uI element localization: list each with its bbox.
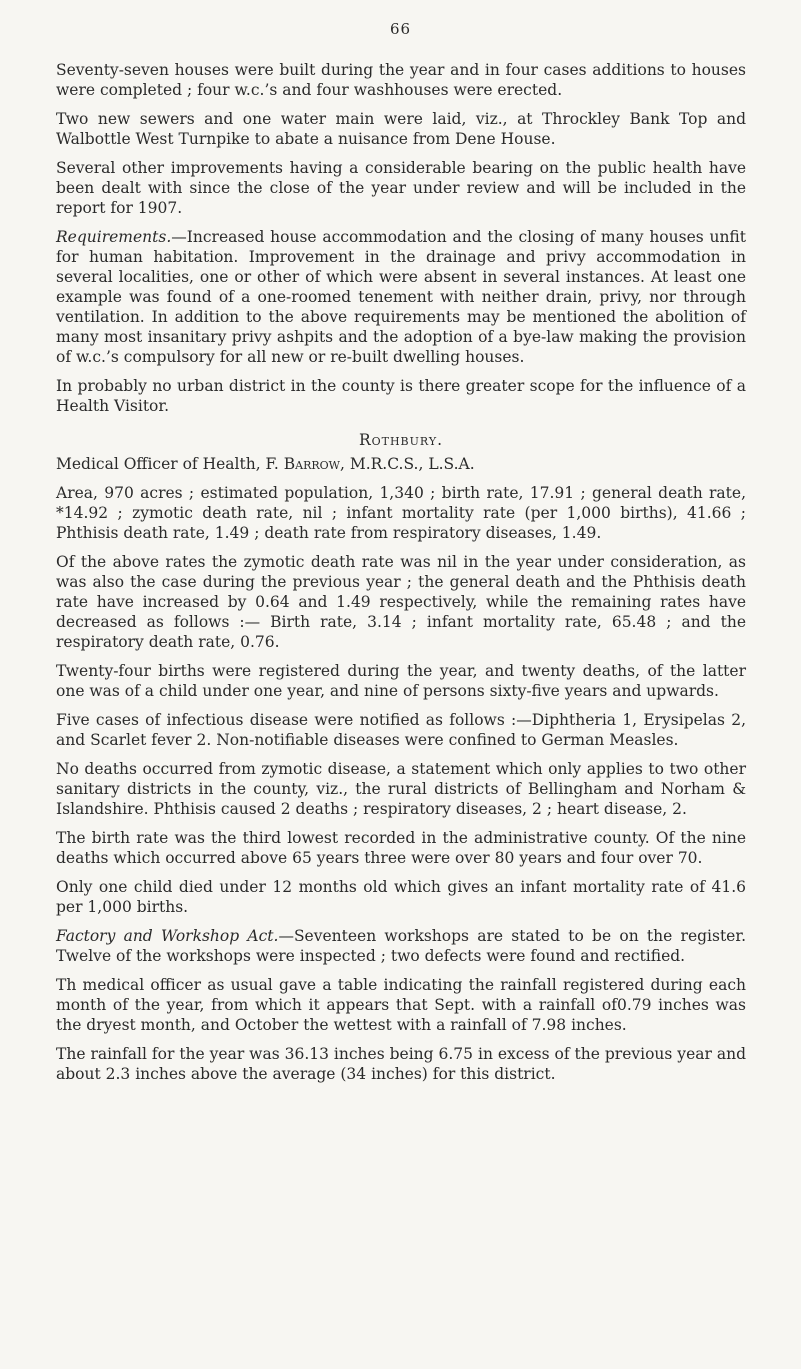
paragraph: Th medical officer as usual gave a table indicating the rainfall registered during each month of the year, from which it appears that Sept. with a rainfall of0.79 inches was the dryest month, and October the wettest with a rainfall of 7.98 inches. <box>56 976 746 1034</box>
requirements-text: —Increased house accommodation and the closing of many houses unfit for human habitation. Improvement in the drainage and privy accommodation in several localities, one or other of which were absent in several instances. At least one example was found of a one-roomed tenement with neither drain, privy, nor through ventilation. In addition to the above requirements may be mentioned the abolition of many most insanitary privy ashpits and the adoption of a bye-law making the provision of w.c.’s compulsory for all new or re-built dwelling houses. <box>56 228 746 366</box>
paragraph: Area, 970 acres ; estimated population, 1,340 ; birth rate, 17.91 ; general death rate, *14.92 ; zymotic death rate, nil ; infant mortality rate (per 1,000 births), 41.66 ; Phthisis death rate, 1.49 ; death rate from respiratory diseases, 1.49. <box>56 484 746 542</box>
factory-lead: Factory and Workshop Act. <box>56 927 279 945</box>
paragraph: No deaths occurred from zymotic disease, a statement which only applies to two other sanitary districts in the county, viz., the rural districts of Bellingham and Norham & Islandshire. Phthisis caused 2 deaths ; respiratory diseases, 2 ; heart disease, 2. <box>56 760 746 818</box>
factory-text: —Seventeen workshops are stated to be on the register. Twelve of the workshops were inspected ; two defects were found and rectified. <box>56 927 746 965</box>
section-title: Rothbury. <box>358 431 444 449</box>
paragraph: Twenty-four births were registered during the year, and twenty deaths, of the latter one was of a child under one year, and nine of persons sixty-five years and upwards. <box>56 662 746 700</box>
officer-suffix: , M.R.C.S., L.S.A. <box>339 455 475 473</box>
paragraph: Only one child died under 12 months old which gives an infant mortality rate of 41.6 per 1,000 births. <box>56 878 746 916</box>
page-number: 66 <box>389 20 412 38</box>
paragraph: The rainfall for the year was 36.13 inches being 6.75 in excess of the previous year and about 2.3 inches above the average (34 inches) for this district. <box>56 1045 746 1083</box>
paragraph: In probably no urban district in the county is there greater scope for the influence of a Health Visitor. <box>56 377 746 415</box>
paragraph: Five cases of infectious disease were notified as follows :—Diphtheria 1, Erysipelas 2, and Scarlet fever 2. Non-notifiable diseases were confined to German Measles. <box>56 711 746 749</box>
paragraph: Of the above rates the zymotic death rate was nil in the year under consideration, as was also the case during the previous year ; the general death and the Phthisis death rate have increased by 0.64 and 1.49 respectively, while the remaining rates have decreased as follows :— Birth rate, 3.14 ; infant mortality rate, 65.48 ; and the respiratory death rate, 0.76. <box>56 553 746 651</box>
paragraph: The birth rate was the third lowest recorded in the administrative county. Of the nine deaths which occurred above 65 years three were over 80 years and four over 70. <box>56 829 746 867</box>
requirements-lead: Requirements. <box>56 228 172 246</box>
factory-paragraph <box>56 926 746 966</box>
paragraph: Several other improvements having a considerable bearing on the public health have been dealt with since the close of the year under review and will be included in the report for 1907. <box>56 159 746 217</box>
paragraph: Seventy-seven houses were built during the year and in four cases additions to houses were completed ; four w.c.’s and four washhouses were erected. <box>56 61 746 99</box>
officer-prefix: Medical Officer of Health, F. <box>56 455 284 473</box>
officer-line <box>56 454 746 474</box>
officer-name: Barrow <box>283 455 340 473</box>
paragraph: Two new sewers and one water main were laid, viz., at Throckley Bank Top and Walbottle West Turnpike to abate a nuisance from Dene House. <box>56 110 746 148</box>
requirements-paragraph <box>56 227 746 367</box>
body-text <box>56 60 746 1093</box>
